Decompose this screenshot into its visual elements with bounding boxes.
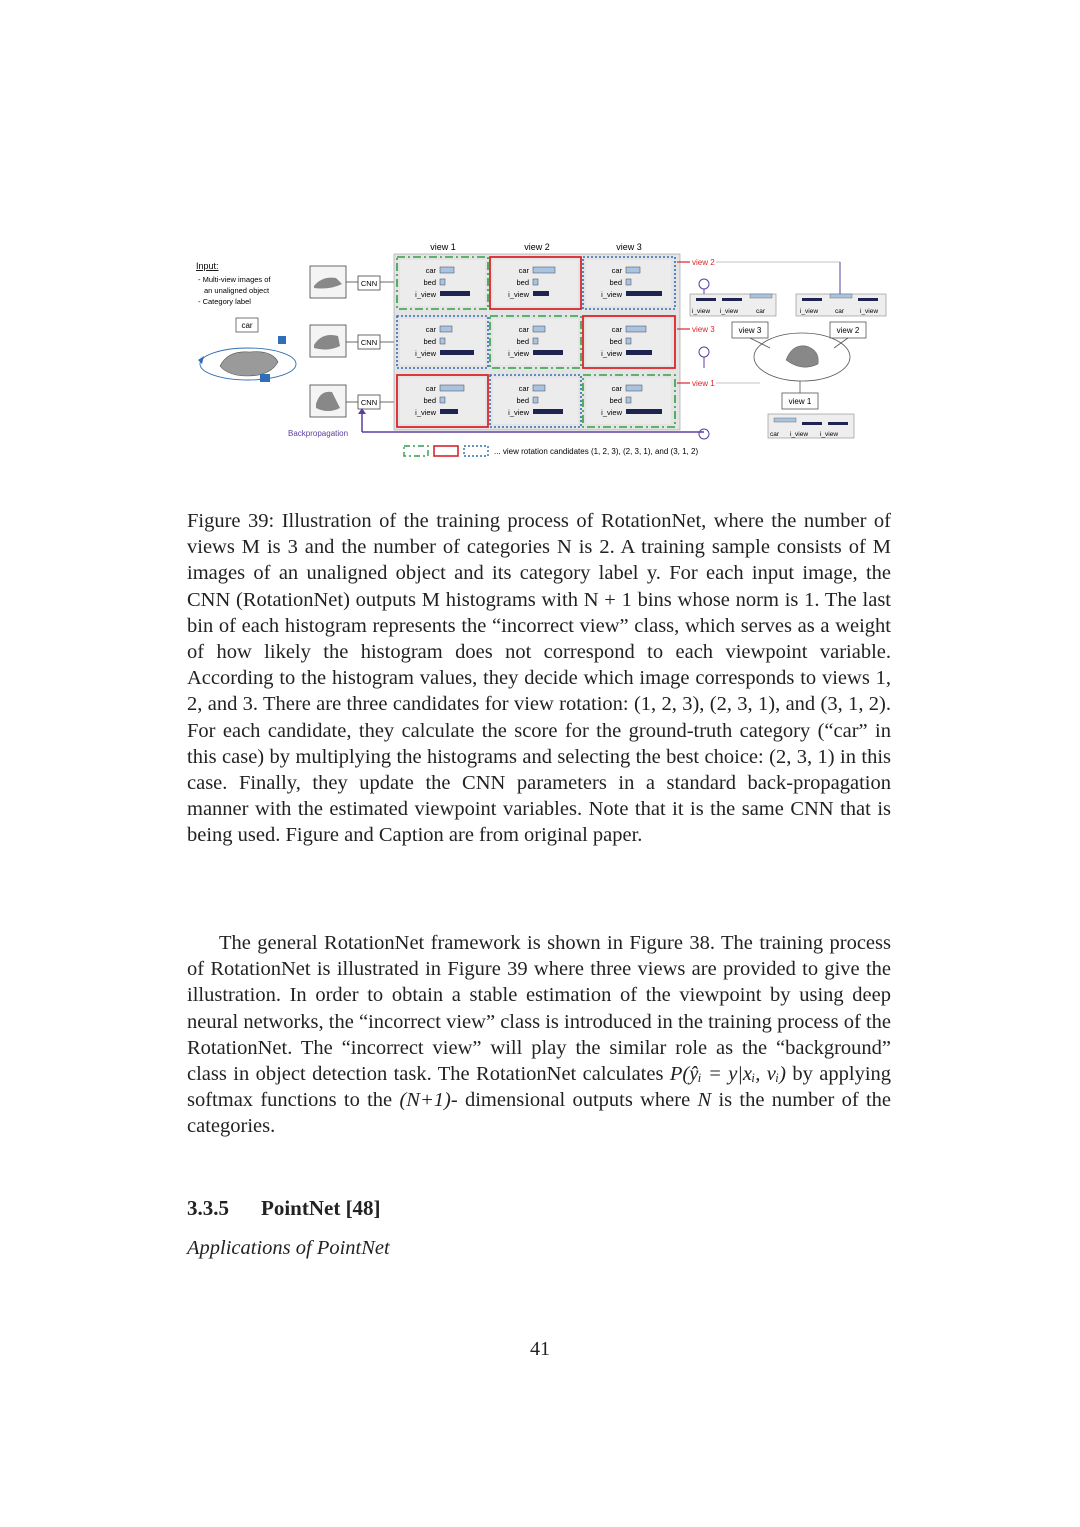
histogram-label: i_view bbox=[415, 349, 436, 358]
histogram-bar bbox=[626, 338, 631, 344]
histogram-bar bbox=[440, 267, 454, 273]
histogram-label: car bbox=[611, 384, 622, 393]
histogram-label: car bbox=[518, 266, 529, 275]
histogram-bar bbox=[533, 409, 563, 414]
histogram-bar bbox=[533, 397, 538, 403]
histogram-label: i_view bbox=[415, 290, 436, 299]
camera-icon-3 bbox=[198, 356, 204, 364]
histogram-label: i_view bbox=[508, 408, 529, 417]
histogram-bar bbox=[440, 326, 452, 332]
page-number: 41 bbox=[530, 1338, 550, 1360]
histogram-bar bbox=[626, 350, 652, 355]
input-row-2 bbox=[310, 325, 394, 357]
histogram-bar bbox=[533, 350, 563, 355]
car-estimated-model bbox=[786, 346, 818, 367]
histogram-label: bed bbox=[516, 337, 529, 346]
mini-histogram-b bbox=[796, 294, 886, 316]
input-title: Input: bbox=[196, 261, 219, 271]
histogram-label: car bbox=[611, 325, 622, 334]
car-3d-model bbox=[220, 352, 278, 376]
input-line-1: - Multi-view images of bbox=[198, 275, 271, 284]
view-header-1: view 1 bbox=[430, 242, 456, 252]
histogram-label: i_view bbox=[601, 290, 622, 299]
subheading: Applications of PointNet bbox=[187, 1237, 390, 1259]
histogram-label: i_view bbox=[601, 349, 622, 358]
right-box-label-view1: view 1 bbox=[788, 397, 812, 406]
legend-text: ... view rotation candidates (1, 2, 3), (2, 3, 1), and (3, 1, 2) bbox=[494, 447, 699, 456]
body-text-4: is the number of the categories. bbox=[187, 1089, 892, 1138]
section-heading bbox=[187, 1196, 381, 1221]
section-title: PointNet [48] bbox=[261, 1196, 381, 1220]
histogram-label: i_view bbox=[601, 408, 622, 417]
histogram-bar bbox=[626, 291, 662, 296]
histogram-bar bbox=[533, 279, 538, 285]
body-paragraph bbox=[187, 930, 891, 1140]
view-arrow-label-2: view 2 bbox=[692, 258, 715, 267]
histogram-bar bbox=[440, 291, 470, 296]
histogram-bar bbox=[440, 338, 445, 344]
combine-node-2 bbox=[699, 347, 709, 357]
legend-green bbox=[404, 446, 428, 456]
section-number: 3.3.5 bbox=[187, 1196, 229, 1220]
right-box-label-view3: view 3 bbox=[738, 326, 762, 335]
mini-histogram-c bbox=[768, 414, 854, 438]
combine-node-1 bbox=[699, 279, 709, 289]
input-line-2: an unaligned object bbox=[204, 286, 270, 295]
category-label: car bbox=[241, 321, 253, 330]
view-header-2: view 2 bbox=[524, 242, 550, 252]
histogram-label: bed bbox=[516, 278, 529, 287]
view-arrow-label-1: view 1 bbox=[692, 379, 715, 388]
histogram-bar bbox=[626, 385, 642, 391]
histogram-label: car bbox=[518, 384, 529, 393]
mini-b-label-1: i_view bbox=[800, 308, 819, 315]
histogram-bar bbox=[626, 267, 640, 273]
math-n: N bbox=[697, 1089, 712, 1112]
body-text-1: The general RotationNet framework is shown in Figure 38. The training process of RotationNet is illustrated in Figure 39 where three views are provided to give the illustration. In order to obtain a stable estimation of the viewpoint by using deep neural networks, the “incorrect view” class is introduced in the training process of the RotationNet. The “incorrect view” will play the similar role as the “background” class in object detection task. The RotationNet calculates bbox=[187, 932, 891, 1086]
mini-c-label-1: car bbox=[770, 431, 780, 438]
histogram-bar bbox=[626, 397, 631, 403]
figure-caption bbox=[187, 508, 891, 849]
cnn-label-1: CNN bbox=[360, 279, 378, 288]
histogram-bar bbox=[440, 409, 458, 414]
histogram-label: car bbox=[425, 266, 436, 275]
histogram-bar bbox=[626, 409, 662, 414]
histogram-label: bed bbox=[609, 396, 622, 405]
mini-a-label-1: i_view bbox=[692, 308, 711, 315]
histogram-bar bbox=[626, 279, 631, 285]
view-arrow-label-3: view 3 bbox=[692, 325, 715, 334]
histogram-bar bbox=[533, 385, 545, 391]
histogram-label: bed bbox=[609, 337, 622, 346]
right-box-label-view2: view 2 bbox=[836, 326, 860, 335]
histogram-bar bbox=[440, 397, 445, 403]
histogram-label: i_view bbox=[508, 349, 529, 358]
camera-icon-1 bbox=[278, 336, 286, 344]
histogram-label: bed bbox=[423, 337, 436, 346]
backprop-label: Backpropagation bbox=[288, 429, 349, 438]
mini-b-label-2: car bbox=[835, 308, 845, 315]
histogram-label: car bbox=[518, 325, 529, 334]
cnn-label-3: CNN bbox=[360, 398, 378, 407]
math-probability: P(ŷᵢ = y|xᵢ, vᵢ) bbox=[669, 1063, 786, 1086]
legend-blue bbox=[464, 446, 488, 456]
histogram-label: bed bbox=[423, 278, 436, 287]
histogram-cells bbox=[400, 260, 671, 424]
body-text-3: - dimensional outputs where bbox=[450, 1089, 691, 1112]
mini-c-label-2: i_view bbox=[790, 431, 809, 438]
histogram-label: i_view bbox=[508, 290, 529, 299]
mini-c-label-3: i_view bbox=[820, 431, 839, 438]
histogram-bar bbox=[533, 326, 545, 332]
histogram-label: car bbox=[425, 325, 436, 334]
legend-red bbox=[434, 446, 458, 456]
cnn-label-2: CNN bbox=[360, 338, 378, 347]
histogram-bar bbox=[533, 267, 555, 273]
histogram-bar bbox=[440, 385, 464, 391]
input-row-1 bbox=[310, 266, 394, 298]
histogram-bar bbox=[533, 291, 549, 296]
body-text-2: by applying softmax functions to the bbox=[187, 1063, 892, 1112]
caption-text: Illustration of the training process of RotationNet, where the number of views M is 3 and the number of categories N is 2. A training sample consists of M images of an unaligned object and its category label y. For each input image, the CNN (RotationNet) outputs M histograms with N + 1 bins whose norm is 1. The last bin of each histogram represents the “incorrect view” class, which serves as a weight of how likely the histogram does not correspond to each viewpoint variable. According to the histogram values, they decide which image corresponds to views 1, 2, and 3. There are three candidates for view rotation: (1, 2, 3), (2, 3, 1), and (3, 1, 2). For each candidate, they calculate the score for the ground-truth category (“car” in this case) by multiplying the histograms and selecting the best choice: (2, 3, 1) in this case. Finally, they update the CNN parameters in a standard back-propagation manner with the estimated viewpoint variables. Note that it is the same CNN that is being used. Figure and Caption are from original paper. bbox=[187, 510, 892, 847]
mini-histogram-a bbox=[690, 294, 776, 316]
histogram-bar bbox=[533, 338, 538, 344]
combine-node-3 bbox=[699, 429, 709, 439]
math-n-plus-one: (N+1) bbox=[399, 1089, 451, 1112]
histogram-bar bbox=[626, 326, 646, 332]
camera-icon-2 bbox=[260, 374, 270, 382]
histogram-bar bbox=[440, 350, 474, 355]
input-line-3: - Category label bbox=[198, 297, 251, 306]
histogram-bar bbox=[440, 279, 445, 285]
rotationnet-training-figure bbox=[190, 232, 890, 464]
view-header-3: view 3 bbox=[616, 242, 642, 252]
mini-a-label-2: i_view bbox=[720, 308, 739, 315]
histogram-label: bed bbox=[516, 396, 529, 405]
histogram-label: i_view bbox=[415, 408, 436, 417]
histogram-label: bed bbox=[609, 278, 622, 287]
histogram-label: bed bbox=[423, 396, 436, 405]
mini-b-label-3: i_view bbox=[860, 308, 879, 315]
input-row-3 bbox=[310, 385, 394, 417]
mini-a-label-3: car bbox=[756, 308, 766, 315]
caption-label: Figure 39: bbox=[187, 510, 275, 532]
histogram-label: car bbox=[425, 384, 436, 393]
histogram-label: car bbox=[611, 266, 622, 275]
